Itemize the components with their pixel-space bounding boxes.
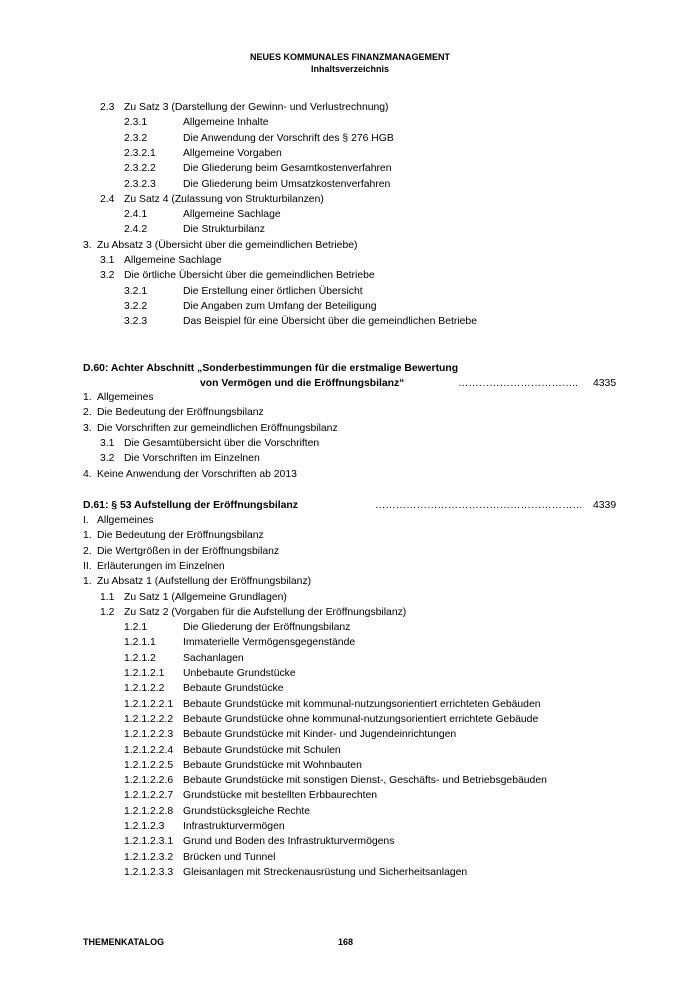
footer-page-number: 168 (338, 937, 354, 947)
toc-entry-title: Die örtliche Übersicht über die gemeindlichen Betriebe (124, 270, 375, 282)
toc-entry-title: Zu Absatz 3 (Übersicht über die gemeindlichen Betriebe) (97, 239, 358, 251)
toc-entry-title: Zu Satz 3 (Darstellung der Gewinn- und Verlustrechnung) (124, 102, 389, 113)
toc-entry-title: Die Gesamtübersicht über die Vorschriften (124, 437, 320, 449)
toc-entry-title: Zu Satz 4 (Zulassung von Strukturbilanzen) (124, 193, 324, 205)
toc-entry-title: Die Vorschriften im Einzelnen (124, 453, 260, 465)
toc-entry-number: 3.2 (100, 453, 115, 465)
toc-entry-number: 2. (83, 545, 92, 557)
toc-entry-number: 1.2.1.2.2.7 (124, 790, 174, 802)
toc-entry-number: 3.2.2 (124, 300, 148, 312)
toc-entry-number: 3.1 (100, 255, 115, 266)
toc-entry-title: Sachanlagen (183, 652, 244, 664)
toc-entry-number: 1.2.1.2.1 (124, 668, 165, 679)
toc-entry-number: 1.1 (100, 591, 115, 603)
toc-entry-title: Bebaute Grundstücke (183, 683, 284, 695)
toc-entry-title: Die Anwendung der Vorschrift des § 276 HGB (183, 132, 394, 144)
toc-entry-title: Grundstücke mit bestellten Erbbaurechten (183, 790, 378, 802)
toc-entry-title: Das Beispiel für eine Übersicht über die gemeindlichen Betriebe (183, 316, 477, 328)
toc-entry-number: 1. (83, 392, 92, 403)
toc-entry-number: 1.2.1.2.2.8 (124, 805, 174, 817)
toc-entry-title: Grundstücksgleiche Rechte (183, 805, 311, 817)
toc-entry-title: Allgemeines (97, 392, 154, 403)
toc-entry-title: Gleisanlagen mit Streckenausrüstung und Sicherheitsanlagen (183, 866, 468, 878)
toc-entry-number: 1.2.1 (124, 622, 148, 634)
toc-entry-number: 2. (83, 407, 92, 419)
toc-entry-number: 3.1 (100, 437, 115, 449)
header-title: NEUES KOMMUNALES FINANZMANAGEMENT (250, 52, 450, 62)
section-61-leader: …………………………………………………… (375, 500, 583, 511)
header-subtitle: Inhaltsverzeichnis (310, 64, 390, 74)
toc-entry-number: 2.3 (100, 102, 115, 113)
toc-entry-title: Bebaute Grundstücke mit Wohnbauten (183, 759, 362, 771)
section-60-page[interactable]: 4335 (593, 378, 617, 389)
toc-entry-title: Die Erstellung einer örtlichen Übersicht (183, 285, 363, 297)
toc-entry-number: 1.2 (100, 606, 115, 618)
toc-entry-number: 2.4.2 (124, 224, 148, 236)
toc-entry-number: 2.3.2.3 (124, 178, 156, 190)
toc-entry-number: 1.2.1.2 (124, 652, 156, 664)
toc-entry-number: 1.2.1.1 (124, 637, 156, 649)
toc-entry-title: Die Strukturbilanz (183, 224, 266, 236)
toc-entry-title: Allgemeine Sachlage (124, 255, 222, 266)
section-61-page[interactable]: 4339 (593, 500, 617, 511)
toc-entry-title: Die Bedeutung der Eröffnungsbilanz (97, 530, 264, 542)
toc-entry-number: 1.2.1.2.3 (124, 821, 165, 832)
toc-entry-number: 2.4.1 (124, 209, 148, 221)
toc-entry-number: 3.2.1 (124, 285, 148, 297)
toc-entry-title: Bebaute Grundstücke mit Schulen (183, 744, 341, 756)
toc-entry-number: 1.2.1.2.2.4 (124, 744, 174, 756)
toc-entry-title: Die Vorschriften zur gemeindlichen Eröffnungsbilanz (97, 422, 338, 434)
toc-entry-title: Allgemeine Vorgaben (183, 147, 282, 159)
section-61-title: D.61: § 53 Aufstellung der Eröffnungsbilanz (83, 500, 298, 511)
toc-entry-title: Infrastrukturvermögen (183, 821, 285, 832)
toc-entry-number: 1. (83, 576, 92, 588)
toc-entry-title: Allgemeine Sachlage (183, 209, 281, 221)
toc-entry-title: Unbebaute Grundstücke (183, 668, 296, 679)
toc-entry-number: 1. (83, 530, 92, 542)
toc-entry-number: 2.3.1 (124, 117, 148, 129)
toc-entry-title: Die Gliederung beim Gesamtkostenverfahren (183, 163, 392, 175)
toc-entry-title: Die Angaben zum Umfang der Beteiligung (183, 300, 377, 312)
toc-entry-title: Zu Satz 2 (Vorgaben für die Aufstellung der Eröffnungsbilanz) (124, 606, 407, 618)
toc-entry-title: Erläuterungen im Einzelnen (97, 560, 225, 572)
toc-entry-number: II. (83, 560, 92, 572)
toc-entry-title: Bebaute Grundstücke mit kommunal-nutzungsorientiert errichteten Gebäuden (183, 698, 541, 710)
toc-entry-number: 1.2.1.2.3.2 (124, 851, 174, 863)
toc-entry-number: 1.2.1.2.2.2 (124, 713, 174, 725)
toc-entry-number: 1.2.1.2.3.3 (124, 866, 174, 878)
toc-entry-number: 3. (83, 422, 92, 434)
toc-entry-title: Grund und Boden des Infrastrukturvermögens (183, 836, 395, 848)
toc-entry-number: 2.3.2 (124, 132, 148, 144)
toc-entry-number: I. (83, 515, 89, 526)
toc-entry-number: 1.2.1.2.2.3 (124, 729, 174, 741)
toc-entry-number: 1.2.1.2.2 (124, 683, 165, 695)
section-60-title-line2: von Vermögen und die Eröffnungsbilanz“ (200, 378, 405, 389)
toc-entry-number: 4. (83, 468, 92, 480)
toc-entry-title: Brücken und Tunnel (183, 851, 276, 863)
section-60-leader: …………………………….. (458, 378, 579, 389)
toc-entry-title: Allgemeine Inhalte (183, 117, 269, 129)
toc-entry-number: 1.2.1.2.2.5 (124, 759, 174, 771)
toc-entry-number: 1.2.1.2.2.1 (124, 698, 174, 710)
toc-entry-number: 2.4 (100, 193, 115, 205)
section-60-title-line1: D.60: Achter Abschnitt „Sonderbestimmungen für die erstmalige Bewertung (83, 363, 459, 374)
toc-entry-number: 1.2.1.2.2.6 (124, 775, 174, 787)
toc-entry-number: 3.2 (100, 270, 115, 282)
toc-entry-title: Allgemeines (97, 515, 154, 526)
toc-entry-title: Die Gliederung der Eröffnungsbilanz (183, 622, 351, 634)
toc-entry-title: Bebaute Grundstücke mit Kinder- und Jugendeinrichtungen (183, 729, 457, 741)
toc-entry-number: 3. (83, 239, 92, 251)
toc-entry-number: 2.3.2.1 (124, 147, 156, 159)
toc-entry-title: Bebaute Grundstücke mit sonstigen Dienst-, Geschäfts- und Betriebsgebäuden (183, 775, 547, 787)
toc-entry-title: Bebaute Grundstücke ohne kommunal-nutzungsorientiert errichtete Gebäude (183, 713, 539, 725)
toc-entry-title: Zu Absatz 1 (Aufstellung der Eröffnungsbilanz) (97, 576, 312, 588)
toc-entry-title: Immaterielle Vermögensgegenstände (183, 637, 356, 649)
toc-entry-number: 1.2.1.2.3.1 (124, 836, 174, 848)
toc-entry-title: Die Wertgrößen in der Eröffnungsbilanz (97, 545, 280, 557)
toc-entry-title: Die Gliederung beim Umsatzkostenverfahren (183, 178, 391, 190)
footer-label: THEMENKATALOG (83, 937, 165, 947)
toc-entry-title: Die Bedeutung der Eröffnungsbilanz (97, 407, 264, 419)
toc-entry-title: Zu Satz 1 (Allgemeine Grundlagen) (124, 591, 287, 603)
toc-entry-number: 3.2.3 (124, 316, 148, 328)
toc-entry-title: Keine Anwendung der Vorschriften ab 2013 (97, 468, 297, 480)
toc-entry-number: 2.3.2.2 (124, 163, 156, 175)
